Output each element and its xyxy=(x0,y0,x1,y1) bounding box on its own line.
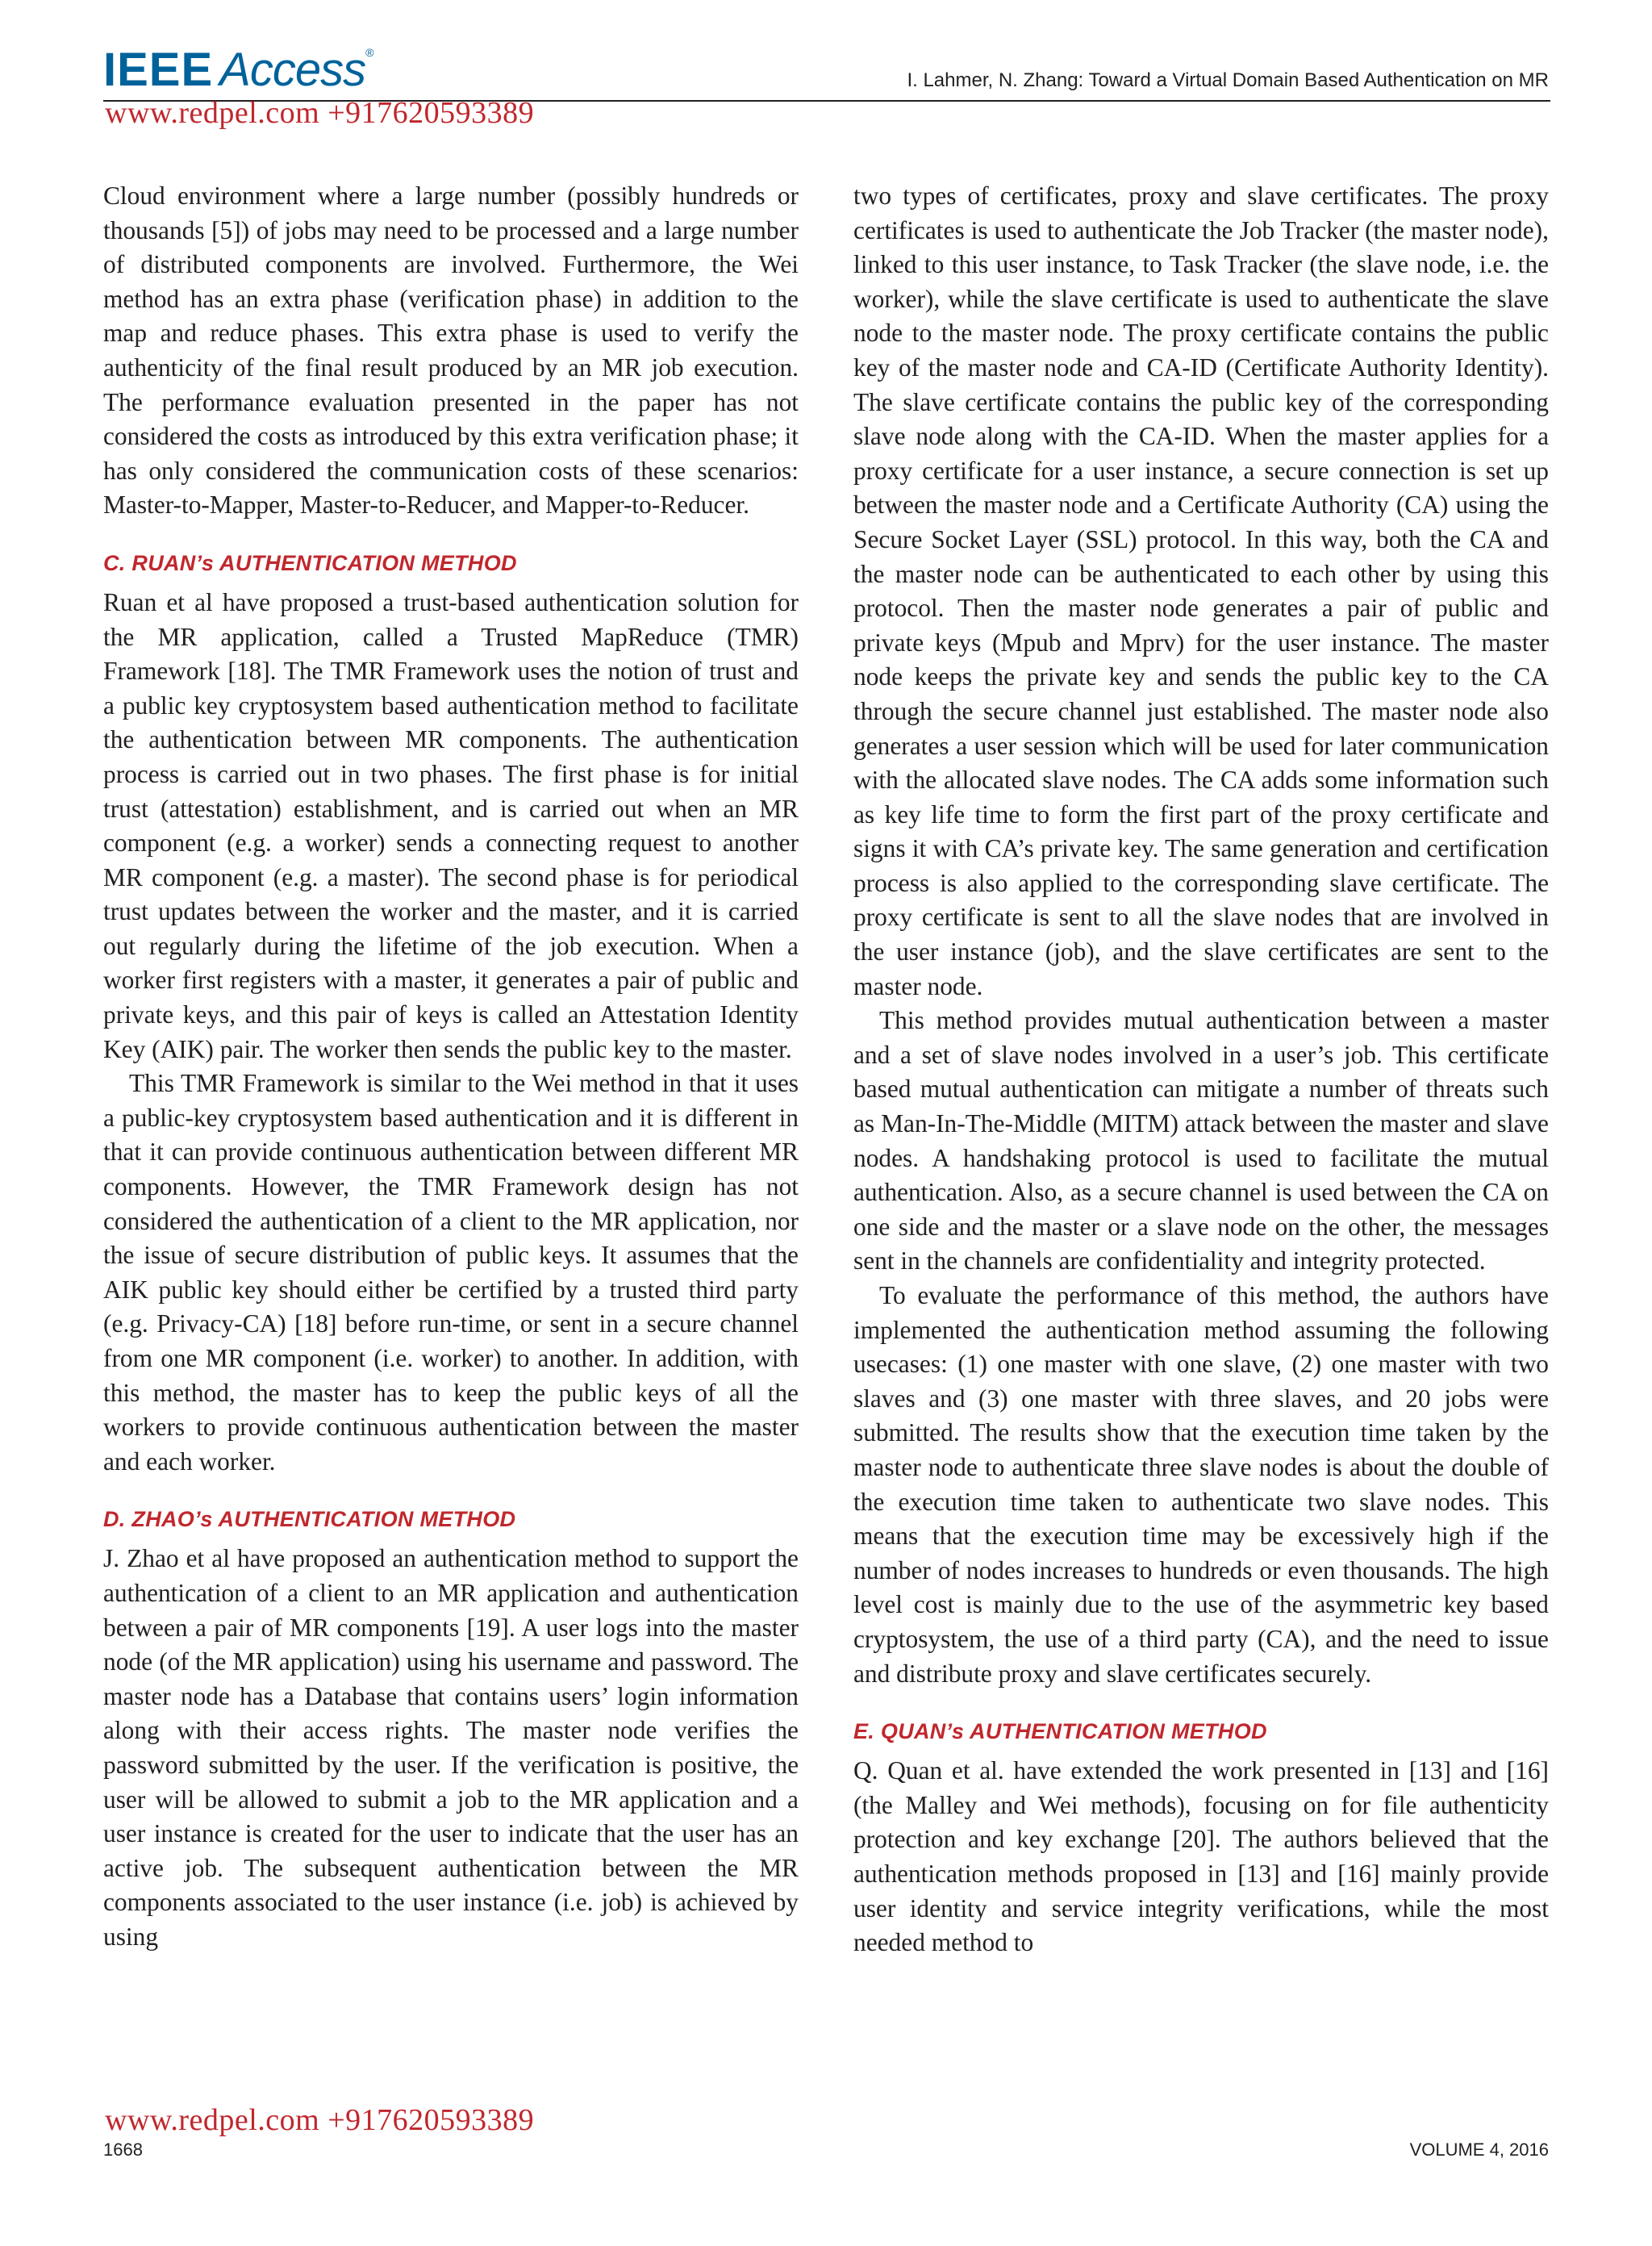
left-paragraph-2: Ruan et al have proposed a trust-based authentication solution for the MR application, called a Trusted MapReduce (TMR) Framework [18]. The TMR Framework uses the notion of trust and a public key cryptosystem based authentication method to facilitate the authentication between MR components. The authentication process is carried out in two phases. The first phase is for initial trust (attestation) establishment, and is carried out when an MR component (e.g. a worker) sends a connecting request to another MR component (e.g. a master). The second phase is for periodical trust updates between the worker and the master, and it is carried out regularly during the lifetime of the job execution. When a worker first registers with a master, it generates a pair of public and private keys, and this pair of keys is called an Attestation Identity Key (AIK) pair. The worker then sends the public key to the master. xyxy=(103,587,799,1063)
right-paragraph-3: To evaluate the performance of this method, the authors have implemented the authentication method assuming the following usecases: (1) one master with one slave, (2) one master with two slaves and (3) one master with three slaves, and 20 jobs were submitted. The results show that the execution time taken by the master node to authenticate three slave nodes is about the double of the execution time taken to authenticate two slave nodes. This means that the execution time may be excessively high if the number of nodes increases to hundreds or even thousands. The high level cost is mainly due to the use of the asymmetric key based cryptosystem, the use of a third party (CA), and the need to issue and distribute proxy and slave certificates securely. xyxy=(853,1281,1549,1688)
logo-ieee-text: IEEE xyxy=(103,44,214,96)
watermark-top: www.redpel.com +917620593389 xyxy=(105,96,535,130)
watermark-bottom: www.redpel.com +917620593389 xyxy=(105,2103,535,2137)
section-heading-e: E. QUAN’s AUTHENTICATION METHOD xyxy=(853,1719,1267,1744)
section-heading-c: C. RUAN’s AUTHENTICATION METHOD xyxy=(103,550,517,575)
ieee-access-logo xyxy=(103,44,374,96)
left-paragraph-1: Cloud environment where a large number (possibly hundreds or thousands [5]) of jobs may need to be processed and a large number of distributed components are involved. Furthermore, the Wei method has an extra phase (verification phase) in addition to the map and reduce phases. This extra phase is used to verify the authenticity of the final result produced by an MR job execution. The performance evaluation presented in the paper has not considered the costs as introduced by this extra verification phase; it has only considered the communication costs of these scenarios: Master-to-Mapper, Master-to-Reducer, and Mapper-to-Reducer. xyxy=(103,182,799,520)
logo-access-text: Access xyxy=(219,44,366,96)
right-column xyxy=(853,179,1549,1960)
volume-label: VOLUME 4, 2016 xyxy=(1409,2140,1549,2160)
left-paragraph-4: J. Zhao et al have proposed an authentication method to support the authentication of a client to an MR application and authentication between a pair of MR components [19]. A user logs into the master node (of the MR application) using his username and password. The master node has a Database that contains users’ login information along with their access rights. The master node verifies the password submitted by the user. If the verification is positive, the user will be allowed to submit a job to the MR application and a user instance is created for the user to indicate that the user has an active job. The subsequent authentication between the MR components associated to the user instance (i.e. job) is achieved by using xyxy=(103,1544,799,1951)
right-paragraph-4: Q. Quan et al. have extended the work presented in [13] and [16] (the Malley and Wei methods), focusing on for file authenticity protection and key exchange [20]. The authors believed that the authentication methods proposed in [13] and [16] mainly provide user identity and service integrity verifications, while the most needed method to xyxy=(853,1756,1549,1957)
section-heading-d: D. ZHAO’s AUTHENTICATION METHOD xyxy=(103,1507,516,1532)
logo-trademark: ® xyxy=(365,46,374,59)
right-paragraph-1: two types of certificates, proxy and slave certificates. The proxy certificates is used to authenticate the Job Tracker (the master node), linked to this user instance, to Task Tracker (the slave node, i.e. the worker), while the slave certificate is used to authenticate the slave node to the master node. The proxy certificate contains the public key of the master node and CA-ID (Certificate Authority Identity). The slave certificate contains the public key of the corresponding slave node along with the CA-ID. When the master applies for a proxy certificate for a user instance, a secure connection is set up between the master node and a Certificate Authority (CA) using the Secure Socket Layer (SSL) protocol. In this way, both the CA and the master node can be authenticated to each other by using this protocol. Then the master node generates a pair of public and private keys (Mpub and Mprv) for the user instance. The master node keeps the private key and sends the public key to the CA through the secure channel just established. The master node also generates a user session which will be used for later communication with the allocated slave nodes. The CA adds some information such as key life time to form the first part of the proxy certificate and signs it with CA’s private key. The same generation and certification process is also applied to the corresponding slave certificate. The proxy certificate is sent to all the slave nodes that are involved in the user instance (job), and the slave certificates are sent to the master node. xyxy=(853,182,1549,1000)
right-paragraph-2: This method provides mutual authentication between a master and a set of slave nodes involved in a user’s job. This certificate based mutual authentication can mitigate a number of threats such as Man-In-The-Middle (MITM) attack between the master and slave nodes. A handshaking protocol is used to facilitate the mutual authentication. Also, as a secure channel is used between the CA on one side and the master or a slave node on the other, the messages sent in the channels are confidentiality and integrity protected. xyxy=(853,1006,1549,1275)
running-head: I. Lahmer, N. Zhang: Toward a Virtual Domain Based Authentication on MR xyxy=(907,69,1549,91)
left-column xyxy=(103,179,799,1955)
left-paragraph-3: This TMR Framework is similar to the Wei method in that it uses a public-key cryptosystem based authentication and it is different in that it can provide continuous authentication between different MR components. However, the TMR Framework design has not considered the authentication of a client to the MR application, nor the issue of secure distribution of public keys. It assumes that the AIK public key should either be certified by a trusted third party (e.g. Privacy-CA) [18] before run-time, or sent in a secure channel from one MR component (i.e. worker) to another. In addition, with this method, the master has to keep the public keys of all the workers to provide continuous authentication between the master and each worker. xyxy=(103,1069,799,1476)
page-number: 1668 xyxy=(103,2140,143,2160)
